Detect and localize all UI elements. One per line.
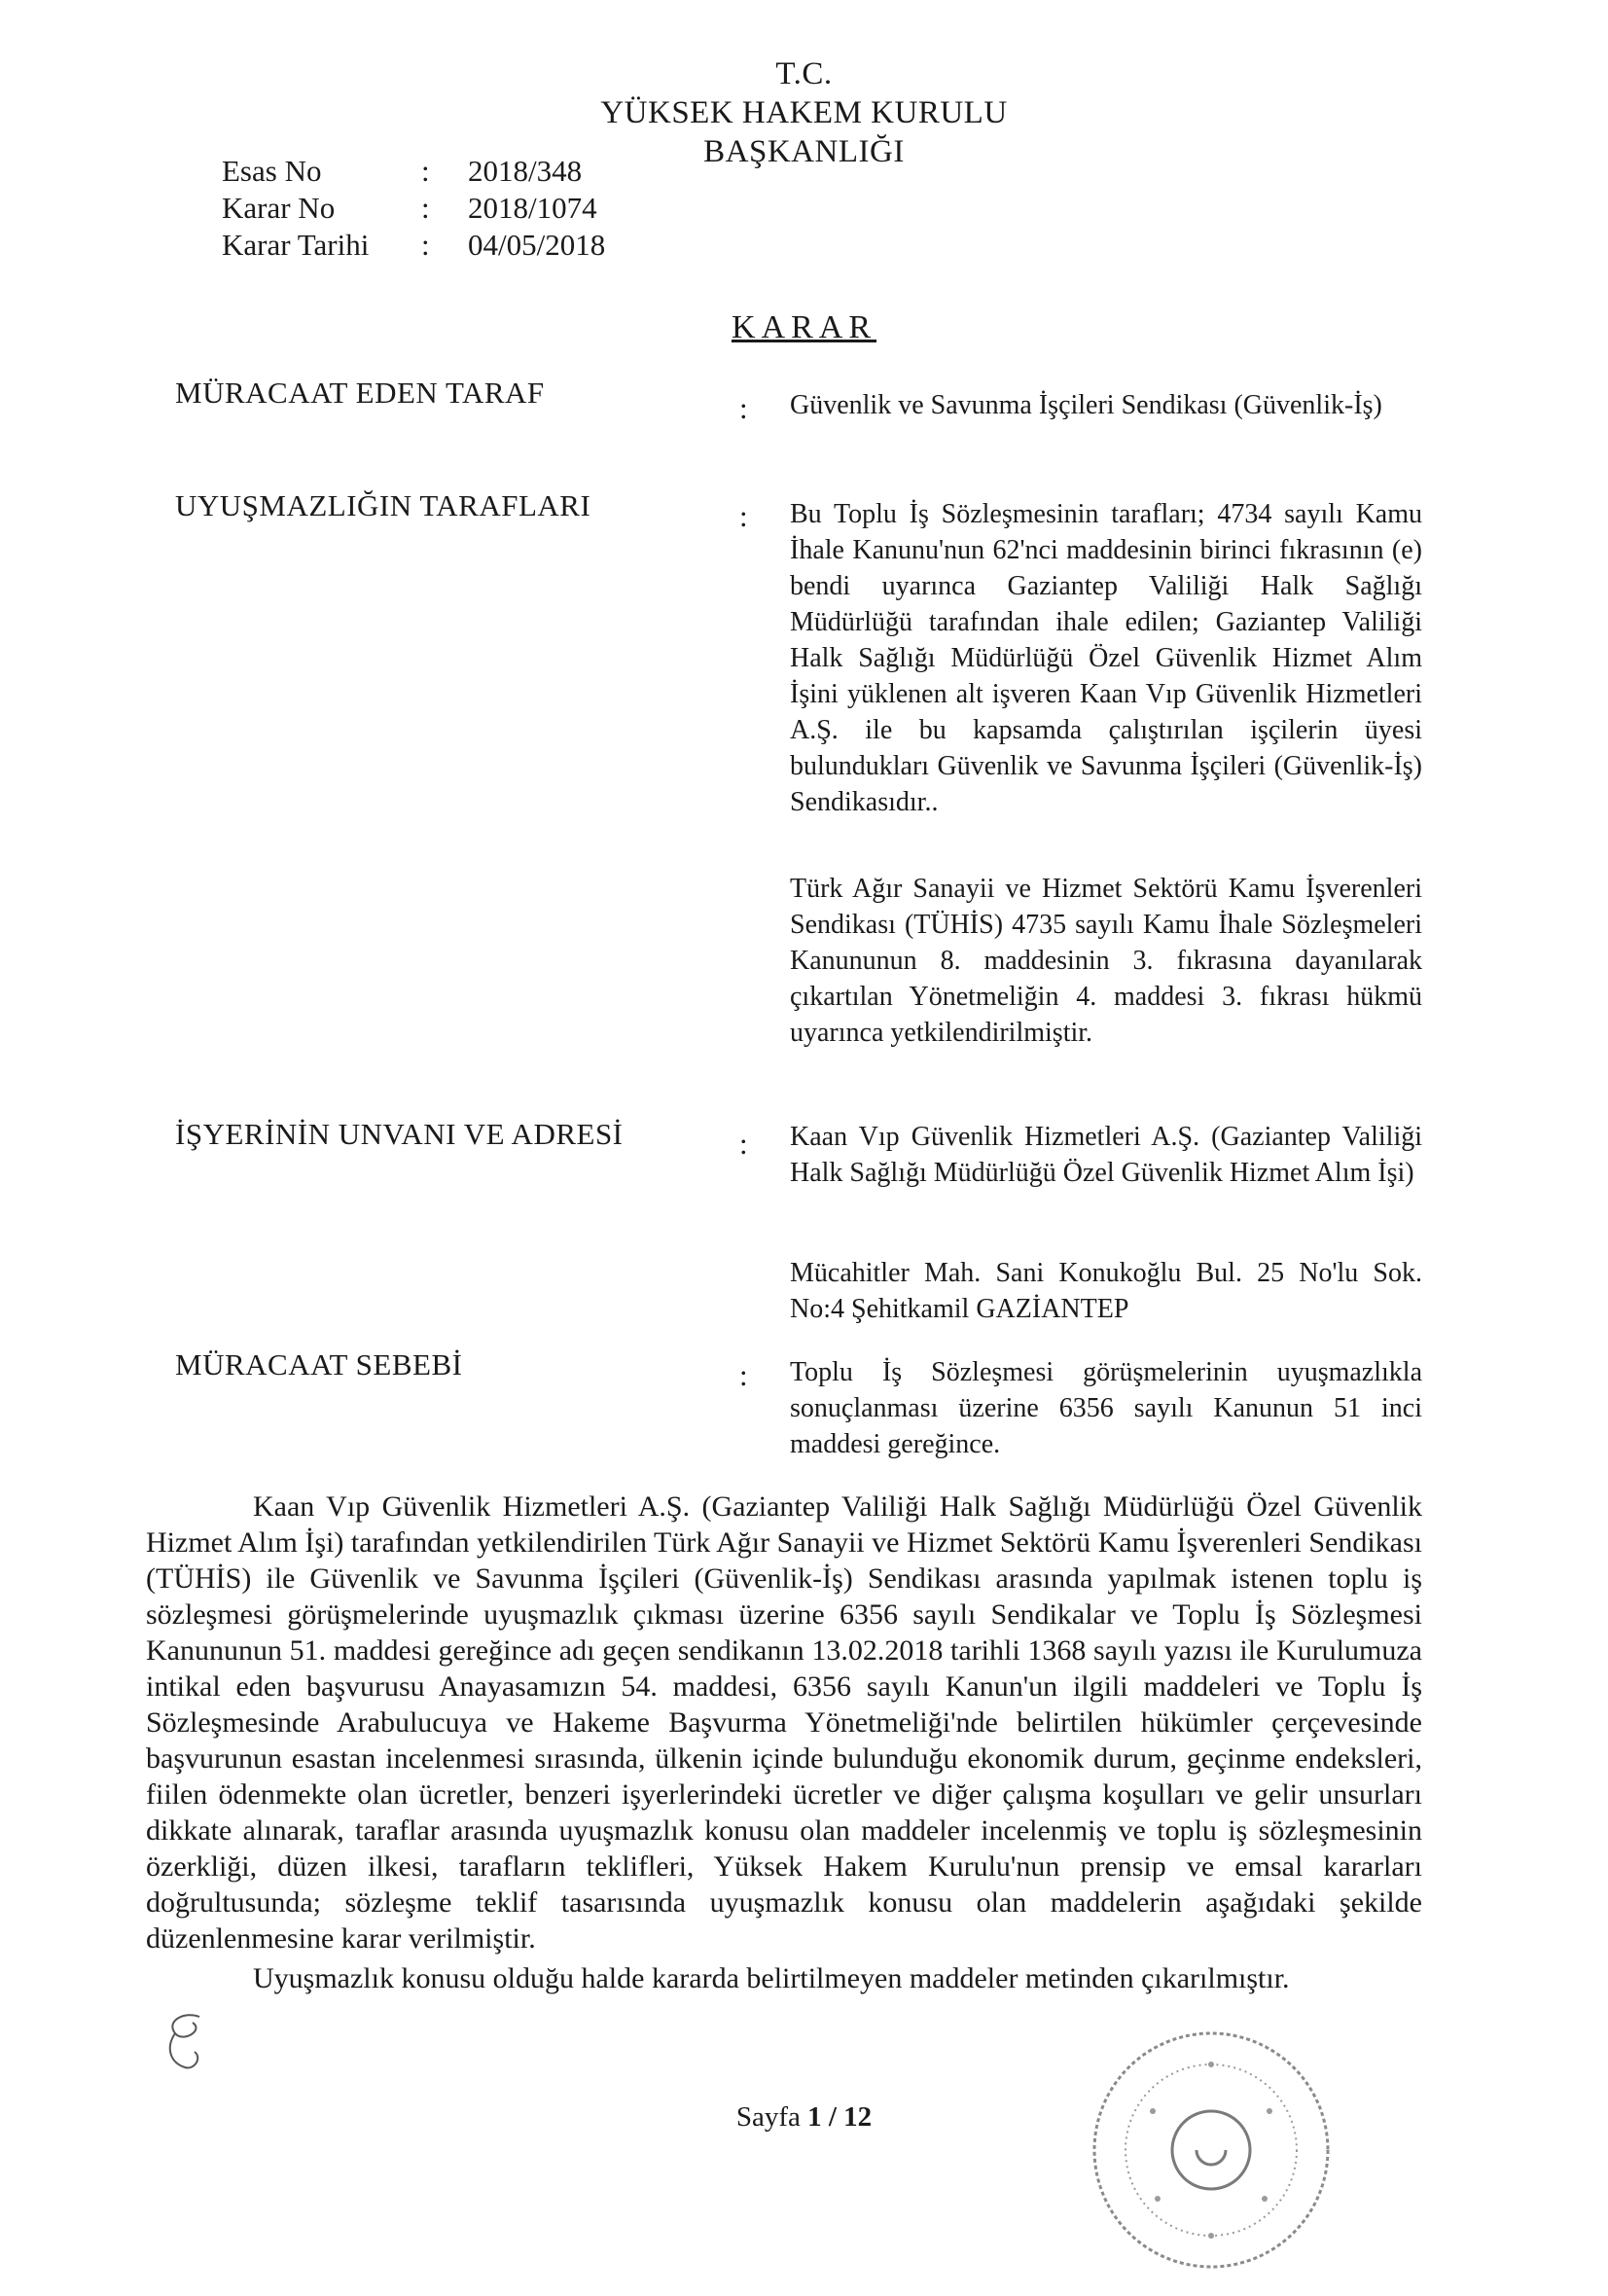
header-tc: T.C. (775, 56, 833, 91)
decision-body (146, 1489, 1422, 1996)
section-text-parties-1: Bu Toplu İş Sözleşmesinin tarafları; 4734 sayılı Kamu İhale Kanunu'nun 62'nci maddesinin birinci fıkrasının (e) bendi uyarınca Gaziantep Valiliği Halk Sağlığı Müdürlüğü tarafından ihale edilen; Gaziantep Valiliği Halk Sağlığı Müdürlüğü Özel Güvenlik Hizmet Alım İşini yüklenen alt işveren Kaan Vıp Güvenlik Hizmetleri A.Ş. ile bu kapsamda çalıştırılan işçilerin üyesi bulundukları Güvenlik ve Savunma İşçileri (Güvenlik-İş) Sendikasıdır.. (790, 499, 1422, 817)
meta-esas-no (222, 154, 582, 189)
page-label: Sayfa (735, 2101, 808, 2133)
section-label-parties: UYUŞMAZLIĞIN TARAFLARI (175, 488, 591, 522)
section-colon: : (739, 391, 748, 425)
section-text-workplace-address: Mücahitler Mah. Sani Konukoğlu Bul. 25 No'lu Sok. No:4 Şehitkamil GAZİANTEP (790, 1258, 1422, 1324)
section-label-reason: MÜRACAAT SEBEBİ (175, 1347, 463, 1381)
meta-sep: : (421, 228, 430, 262)
section-label-workplace: İŞYERİNİN UNVANI VE ADRESİ (175, 1117, 624, 1151)
meta-value: 04/05/2018 (468, 228, 606, 262)
page-footer (0, 2101, 1608, 2134)
meta-karar-no (222, 191, 597, 226)
meta-key: Karar Tarihi (222, 228, 370, 262)
section-text-workplace-name: Kaan Vıp Güvenlik Hizmetleri A.Ş. (Gaziantep Valiliği Halk Sağlığı Müdürlüğü Özel Güvenlik Hizmet Alım İşi) (790, 1122, 1422, 1188)
meta-value: 2018/348 (468, 154, 583, 188)
body-paragraph-main: Kaan Vıp Güvenlik Hizmetleri A.Ş. (Gaziantep Valiliği Halk Sağlığı Müdürlüğü Özel Güvenlik Hizmet Alım İşi) tarafından yetkilendirilen Türk Ağır Sanayii ve Hizmet Sektörü Kamu İşverenleri Sendikası (TÜHİS) ile Güvenlik ve Savunma İşçileri (Güvenlik-İş) Sendikası arasında yapılmak istenen toplu iş sözleşmesi görüşmelerinde uyuşmazlık çıkması üzerine 6356 sayılı Sendikalar ve Toplu İş Sözleşmesi Kanununun 51. maddesi gereğince adı geçen sendikanın 13.02.2018 tarihli 1368 sayılı yazısı ile Kurulumuza intikal eden başvurusu Anayasamızın 54. maddesi, 6356 sayılı Kanun'un ilgili maddeleri ve Toplu İş Sözleşmesinde Arabulucuya ve Hakeme Başvurma Yönetmeliği'nde belirtilen hükümler çerçevesinde başvurunun esastan incelenmesi sırasında, ülkenin içinde bulunduğu ekonomik durum, geçinme endeksleri, fiilen ödenmekte olan ücretler, benzeri işyerlerindeki ücretler ve diğer çalışma koşulları ve gelir unsurları dikkate alınarak, taraflar arasında uyuşmazlık konusu olan maddeler incelenmiş ve toplu iş sözleşmesinin özerkliği, düzen ilkesi, tarafların teklifleri, Yüksek Hakem Kurulu'nun prensip ve emsal kararları doğrultusunda; sözleşme teklif tasarısında uyuşmazlık konusu olan maddelerin aşağıdaki şekilde düzenlenmesine karar verilmiştir. (146, 1490, 1422, 1955)
section-colon: : (739, 1358, 748, 1392)
section-label-applicant: MÜRACAAT EDEN TARAF (175, 376, 545, 410)
section-colon: : (739, 499, 748, 533)
section-text-applicant: Güvenlik ve Savunma İşçileri Sendikası (Güvenlik-İş) (790, 390, 1382, 420)
document-title: KARAR (731, 309, 877, 345)
meta-sep: : (421, 191, 430, 225)
meta-key: Esas No (222, 154, 322, 188)
handwritten-mark-icon (146, 2009, 233, 2077)
meta-key: Karar No (222, 191, 336, 225)
meta-value: 2018/1074 (468, 191, 597, 225)
official-seal-icon (1065, 2004, 1357, 2296)
section-text-parties-2: Türk Ağır Sanayii ve Hizmet Sektörü Kamu İşverenleri Sendikası (TÜHİS) 4735 sayılı Kamu İhale Sözleşmeleri Kanununun 8. maddesinin 3. fıkrasına dayanılarak çıkartılan Yönetmeliğin 4. maddesi 3. fıkrası hükmü uyarınca yetkilendirilmiştir. (790, 874, 1422, 1048)
body-paragraph-note: Uyuşmazlık konusu olduğu halde kararda belirtilmeyen maddeler metinden çıkarılmıştır. (253, 1962, 1290, 1994)
header-presidency: BAŞKANLIĞI (703, 134, 905, 169)
section-colon: : (739, 1127, 748, 1161)
section-text-reason: Toplu İş Sözleşmesi görüşmelerinin uyuşmazlıkla sonuçlanması üzerine 6356 sayılı Kanunun 51 inci maddesi gereğince. (790, 1357, 1422, 1459)
header-institution: YÜKSEK HAKEM KURULU (600, 95, 1008, 130)
page-number: 1 / 12 (807, 2101, 873, 2133)
meta-sep: : (421, 154, 430, 188)
meta-karar-tarihi (222, 228, 605, 263)
